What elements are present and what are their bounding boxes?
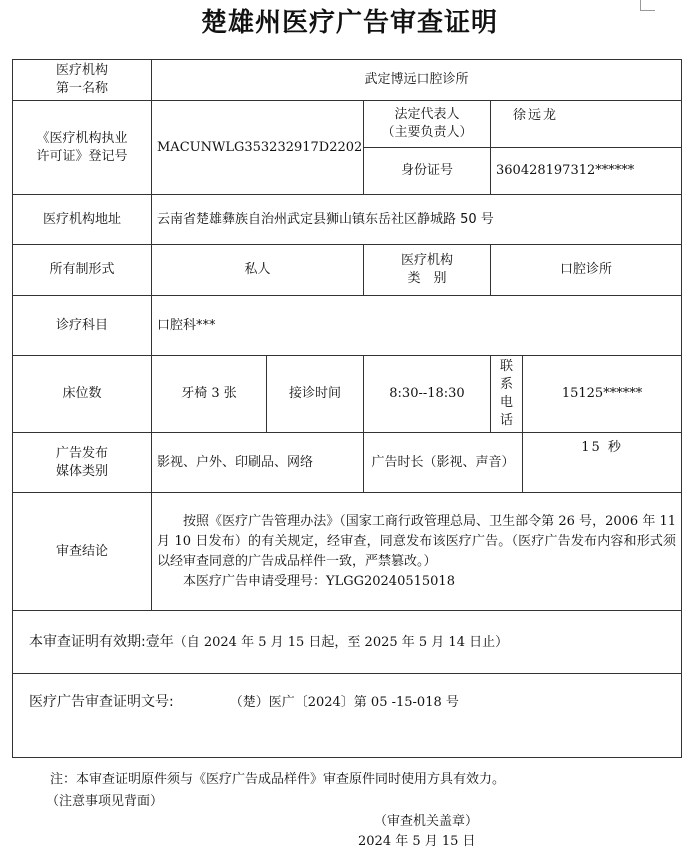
value-doc-number: （楚）医广〔2024〕第 05 -15-018 号 (229, 695, 459, 710)
value-hours: 8:30--18:30 (364, 356, 491, 433)
issue-date: 2024 年 5 月 15 日 (358, 834, 476, 849)
document-title: 楚雄州医疗广告审查证明 (200, 8, 498, 38)
row-license (13, 101, 682, 148)
value-validity: （自 2024 年 5 月 15 日起，至 2025 年 5 月 14 日止） (173, 634, 509, 650)
value-institution-name: 武定博远口腔诊所 (152, 60, 682, 101)
label-phone: 联系 电话 (491, 356, 523, 433)
value-media-type: 影视、户外、印刷品、网络 (152, 433, 364, 493)
value-id-card: 360428197312****** (491, 148, 682, 195)
label-doc-number: 医疗广告审查证明文号: (29, 694, 174, 710)
label-license-number: 《医疗机构执业 许可证》登记号 (13, 101, 152, 195)
label-validity: 本审查证明有效期:壹年 (29, 633, 174, 650)
footer-note-back: （注意事项见背面） (46, 794, 164, 809)
label-id-card: 身份证号 (364, 148, 491, 195)
value-license-number: MACUNWLG353232917D2202 (152, 101, 364, 195)
row-beds (13, 356, 682, 433)
row-address (13, 195, 682, 245)
label-media-type: 广告发布 媒体类别 (13, 433, 152, 493)
row-departments (13, 296, 682, 356)
row-institution-name (13, 60, 682, 101)
value-departments: 口腔科*** (152, 296, 682, 356)
certificate-table (12, 59, 682, 758)
row-review (13, 493, 682, 611)
row-validity (13, 611, 682, 674)
value-legal-representative: 徐远龙 (491, 101, 682, 148)
label-institution-name: 医疗机构 第一名称 (13, 60, 152, 101)
value-ownership: 私人 (152, 245, 364, 296)
label-departments: 诊疗科目 (13, 296, 152, 356)
label-beds: 床位数 (13, 356, 152, 433)
label-address: 医疗机构地址 (13, 195, 152, 245)
value-address: 云南省楚雄彝族自治州武定县狮山镇东岳社区静城路 50 号 (152, 195, 682, 245)
review-acceptance-number: 本医疗广告申请受理号：YLGG20240515018 (183, 573, 455, 589)
value-review-conclusion (152, 493, 682, 611)
label-ad-duration: 广告时长（影视、声音） (364, 433, 523, 493)
label-hours: 接诊时间 (267, 356, 364, 433)
doc-number-cell (13, 674, 682, 758)
corner-mark (640, 0, 655, 11)
value-institution-type: 口腔诊所 (491, 245, 682, 296)
label-institution-type: 医疗机构 类 别 (364, 245, 491, 296)
seal-placeholder: （审查机关盖章） (374, 814, 479, 829)
footer-note: 注：本审查证明原件须与《医疗广告成品样件》审查原件同时使用方具有效力。 (50, 772, 506, 787)
row-doc-number (13, 674, 682, 758)
value-ad-duration: 15 秒 (523, 433, 682, 493)
review-paragraph: 按照《医疗广告管理办法》（国家工商行政管理总局、卫生部令第 26 号，2006 年 11 月 10 日发布）的有关规定，经审查，同意发布该医疗广告。（医疗广告发布内容和形式须以经审查同意的广告成品样件一致，严禁篡改。） (157, 513, 677, 569)
row-ownership (13, 245, 682, 296)
label-ownership: 所有制形式 (13, 245, 152, 296)
label-review-conclusion: 审查结论 (13, 493, 152, 611)
row-media (13, 433, 682, 493)
validity-cell (13, 611, 682, 674)
label-legal-representative: 法定代表人 （主要负责人） (364, 101, 491, 148)
value-phone: 15125****** (523, 356, 682, 433)
value-beds: 牙椅 3 张 (152, 356, 267, 433)
